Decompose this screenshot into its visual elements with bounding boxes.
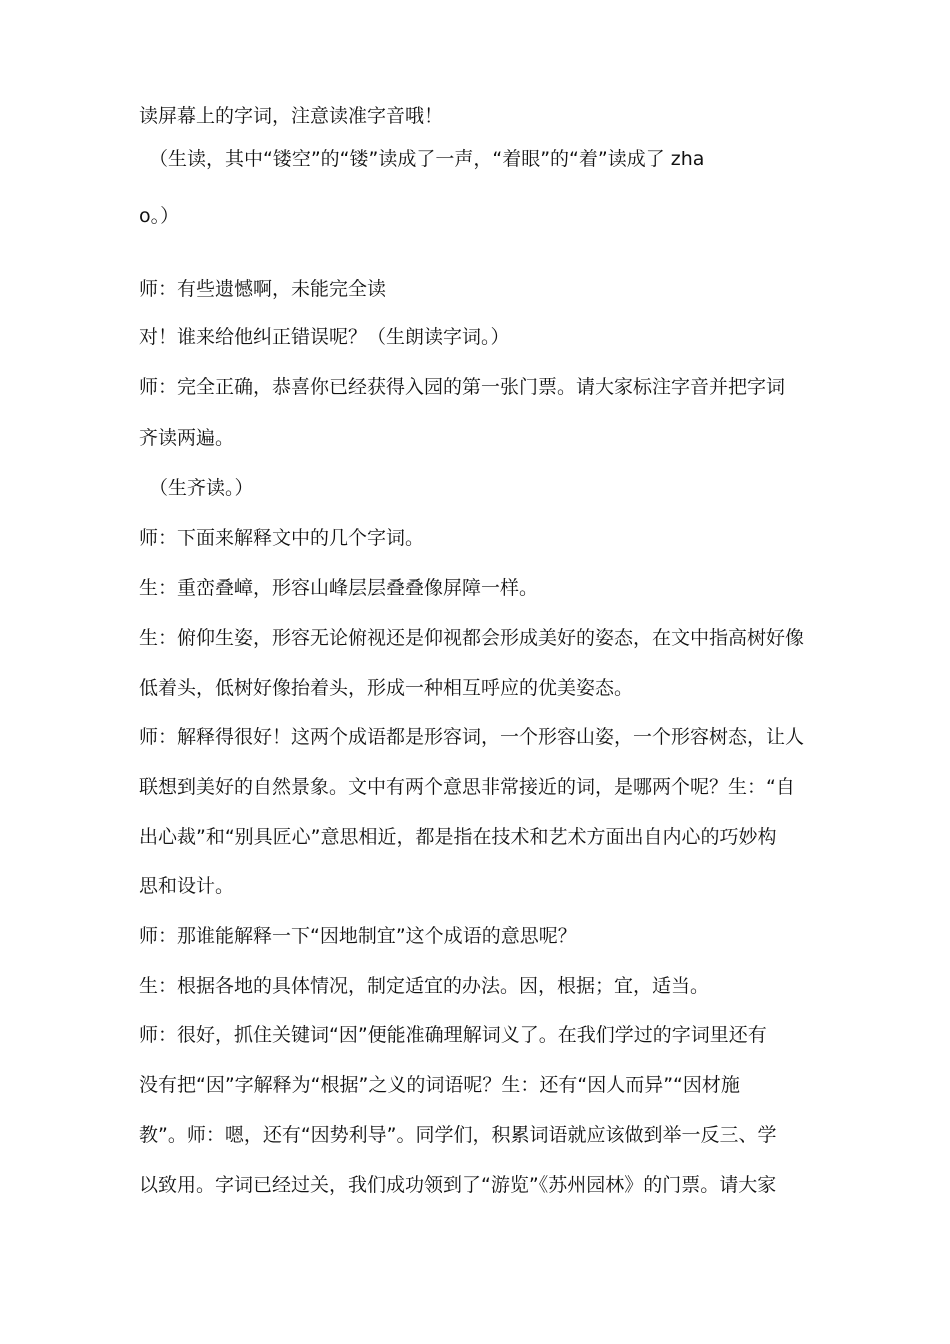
text-line-16: 思和设计。 [139, 875, 235, 897]
text-line-20: 没有把“因”字解释为“根据”之义的词语呢？生：还有“因人而异”“因材施 [139, 1074, 740, 1096]
text-line-9: 师：下面来解释文中的几个字词。 [139, 527, 425, 549]
text-line-18: 生：根据各地的具体情况，制定适宜的办法。因，根据；宜，适当。 [139, 975, 710, 997]
text-line-19: 师：很好，抓住关键词“因”便能准确理解词义了。在我们学过的字词里还有 [139, 1024, 767, 1046]
text-line-21: 教”。师：嗯，还有“因势利导”。同学们，积累词语就应该做到举一反三、学 [139, 1124, 777, 1146]
text-line-7: 齐读两遍。 [139, 427, 235, 449]
text-line-11: 生：俯仰生姿，形容无论俯视还是仰视都会形成美好的姿态，在文中指高树好像 [139, 627, 805, 649]
text-line-4: 师：有些遗憾啊，未能完全读 [139, 278, 387, 300]
text-line-5: 对！谁来给他纠正错误呢？（生朗读字词。） [139, 326, 510, 348]
text-line-12: 低着头，低树好像抬着头，形成一种相互呼应的优美姿态。 [139, 677, 634, 699]
text-line-14: 联想到美好的自然景象。文中有两个意思非常接近的词，是哪两个呢？生：“自 [139, 776, 795, 798]
text-line-6: 师：完全正确，恭喜你已经获得入园的第一张门票。请大家标注字音并把字词 [139, 376, 786, 398]
text-line-17: 师：那谁能解释一下“因地制宜”这个成语的意思呢？ [139, 925, 577, 947]
text-line-22: 以致用。字词已经过关，我们成功领到了“游览”《苏州园林》的门票。请大家 [139, 1174, 777, 1196]
text-line-1: 读屏幕上的字词，注意读准字音哦！ [139, 105, 444, 127]
text-line-13: 师：解释得很好！这两个成语都是形容词，一个形容山姿，一个形容树态，让人 [139, 726, 805, 748]
text-line-2: （生读，其中“镂空”的“镂”读成了一声，“着眼”的“着”读成了 zha [149, 148, 705, 170]
text-line-3: o。） [139, 205, 180, 227]
text-line-8: （生齐读。） [149, 477, 254, 499]
text-line-15: 出心裁”和“别具匠心”意思相近，都是指在技术和艺术方面出自内心的巧妙构 [139, 826, 777, 848]
text-line-10: 生：重峦叠嶂，形容山峰层层叠叠像屏障一样。 [139, 577, 539, 599]
